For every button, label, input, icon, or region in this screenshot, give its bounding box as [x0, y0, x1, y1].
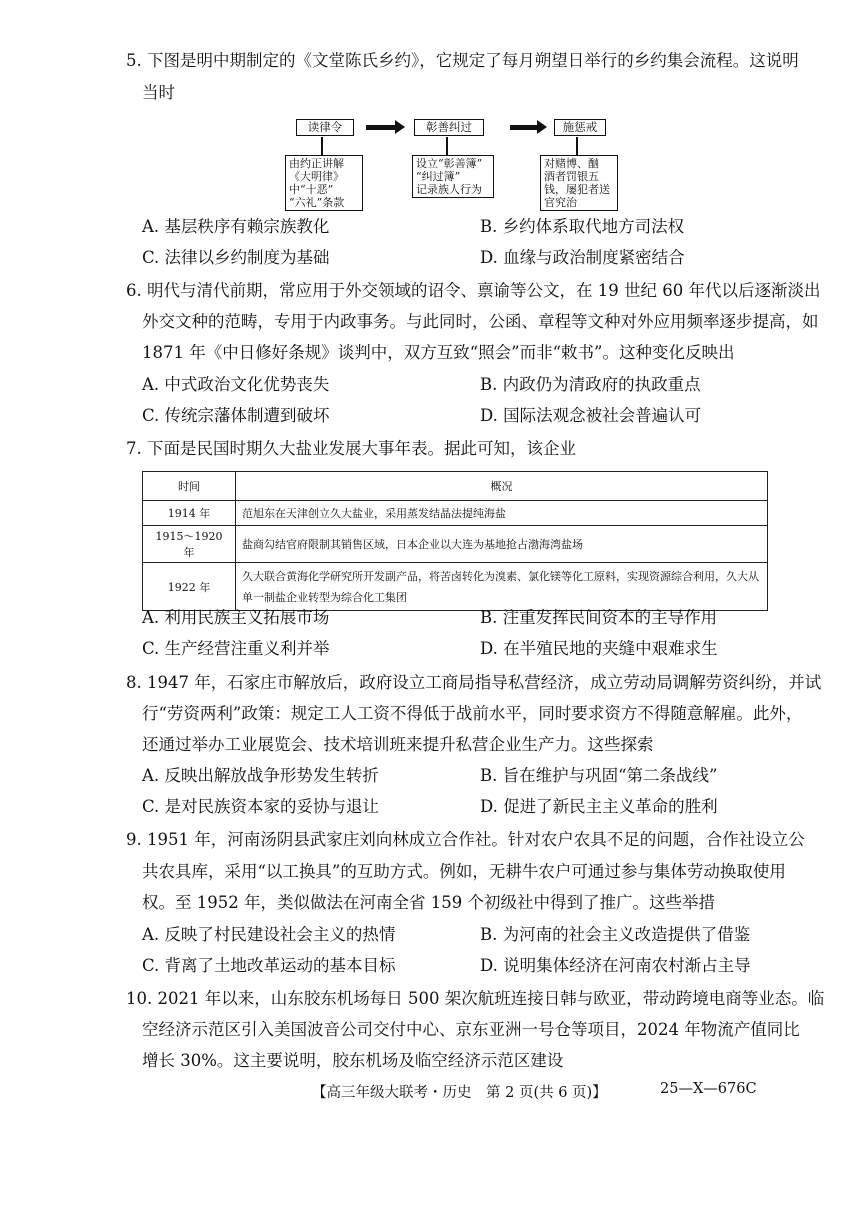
q5-option-b: B. 乡约体系取代地方司法权	[480, 217, 685, 236]
detail-box-1	[285, 155, 363, 211]
q10-stem-line3: 增长 30%。这主要说明，胶东机场及临空经济示范区建设	[142, 1051, 564, 1070]
q9-option-a: A. 反映了村民建设社会主义的热情	[142, 925, 396, 944]
detail-text: 由约正讲解	[289, 157, 344, 170]
page-footer: 【高三年级大联考・历史 第 2 页(共 6 页)】	[312, 1085, 607, 1101]
q8-stem-line1: 8. 1947 年，石家庄市解放后，政府设立工商局指导私营经济，成立劳动局调解劳资纠纷，并试	[126, 673, 822, 692]
step-box-3: 施惩戒	[554, 119, 606, 136]
q9-option-c: C. 背离了土地改革运动的基本目标	[142, 956, 396, 975]
q8-option-a: A. 反映出解放战争形势发生转折	[142, 766, 379, 785]
q6-option-b: B. 内政仍为清政府的执政重点	[480, 375, 701, 394]
q7-table	[142, 471, 768, 611]
table-row	[143, 563, 768, 611]
q7-option-a: A. 利用民族主义拓展市场	[142, 608, 330, 627]
detail-box-3	[540, 155, 618, 211]
q8-option-c: C. 是对民族资本家的妥协与退让	[142, 797, 380, 816]
q5-option-c: C. 法律以乡约制度为基础	[142, 248, 330, 267]
q5-stem-line2: 当时	[142, 83, 175, 102]
connector-3	[576, 137, 578, 155]
q7-option-b: B. 注重发挥民间资本的主导作用	[480, 608, 718, 627]
q6-stem-line2: 外交文种的范畴，专用于内政事务。与此同时，公函、章程等文种对外应用频率逐步提高，如	[142, 312, 819, 331]
q5-option-d: D. 血缘与政治制度紧密结合	[480, 248, 685, 267]
q6-stem-line3: 1871 年《中日修好条规》谈判中，双方互致“照会”而非“敕书”。这种变化反映出	[142, 343, 735, 362]
step-box-1: 读律令	[296, 119, 354, 136]
table-cell-event: 盐商勾结官府限制其销售区域，日本企业以大连为基地抢占渤海湾盐场	[236, 526, 768, 563]
q6-option-a: A. 中式政治文化优势丧失	[142, 375, 330, 394]
header-overview: 概况	[236, 472, 768, 501]
table-cell-year: 1915～1920 年	[143, 526, 236, 563]
q6-option-c: C. 传统宗藩体制遭到破坏	[142, 406, 330, 425]
q10-stem-line1: 10. 2021 年以来，山东胶东机场每日 500 架次航班连接日韩与欧亚，带动跨境电商等业态。临	[126, 989, 825, 1008]
table-cell-event: 范旭东在天津创立久大盐业，采用蒸发结晶法提纯海盐	[236, 501, 768, 526]
detail-text: 官究治	[544, 196, 577, 209]
q7-stem-line1: 7. 下面是民国时期久大盐业发展大事年表。据此可知，该企业	[126, 439, 576, 458]
detail-box-2	[412, 155, 494, 198]
q9-option-b: B. 为河南的社会主义改造提供了借鉴	[480, 925, 751, 944]
table-row	[143, 501, 768, 526]
q10-stem-line2: 空经济示范区引入美国波音公司交付中心、京东亚洲一号仓等项目，2024 年物流产值同比	[142, 1020, 800, 1039]
q9-stem-line2: 共农具库，采用“以工换具”的互助方式。例如，无耕牛农户可通过参与集体劳动换取使用	[142, 862, 786, 881]
q9-stem-line3: 权。至 1952 年，类似做法在河南全省 159 个初级社中得到了推广。这些举措	[142, 893, 715, 912]
connector-2	[446, 137, 448, 155]
q9-stem-line1: 9. 1951 年，河南汤阴县武家庄刘向林成立合作社。针对农户农具不足的问题，合作社设立公	[126, 830, 805, 849]
table-cell-year: 1922 年	[143, 563, 236, 611]
q9-option-d: D. 说明集体经济在河南农村渐占主导	[480, 956, 751, 975]
q6-stem-line1: 6. 明代与清代前期，常应用于外交领域的诏令、禀谕等公文，在 19 世纪 60 年代以后逐渐淡出	[126, 281, 821, 300]
detail-text: “纠过簿”	[416, 170, 461, 183]
exam-code: 25—X—676C	[660, 1081, 757, 1097]
q8-option-b: B. 旨在维护与巩固“第二条战线”	[480, 766, 718, 785]
header-time: 时间	[143, 472, 236, 501]
table-row	[143, 526, 768, 563]
q7-option-d: D. 在半殖民地的夹缝中艰难求生	[480, 639, 718, 658]
step-box-2: 彰善纠过	[414, 119, 484, 136]
flow-arrow-1	[366, 125, 396, 130]
detail-text: 记录族人行为	[416, 183, 482, 196]
table-cell-year: 1914 年	[143, 501, 236, 526]
q5-option-a: A. 基层秩序有赖宗族教化	[142, 217, 330, 236]
q5-stem-line1: 5. 下图是明中期制定的《文堂陈氏乡约》，它规定了每月朔望日举行的乡约集会流程。这说明	[126, 51, 799, 70]
q6-option-d: D. 国际法观念被社会普遍认可	[480, 406, 702, 425]
connector-1	[321, 137, 323, 155]
detail-text: 设立“彰善簿”	[416, 157, 483, 170]
table-header-row	[143, 472, 768, 501]
table-cell-event: 久大联合黄海化学研究所开发副产品，将苦卤转化为溴素、氯化镁等化工原料，实现资源综合利用，久大从单一制盐企业转型为综合化工集团	[236, 563, 768, 611]
q8-stem-line3: 还通过举办工业展览会、技术培训班来提升私营企业生产力。这些探索	[142, 735, 654, 754]
flow-arrow-2	[510, 125, 538, 130]
detail-text: 中“十恶”	[289, 183, 334, 196]
detail-text: 对赌博、酗	[544, 157, 599, 170]
detail-text: 酒者罚银五	[544, 170, 599, 183]
q7-option-c: C. 生产经营注重义利并举	[142, 639, 330, 658]
q8-stem-line2: 行“劳资两利”政策：规定工人工资不得低于战前水平，同时要求资方不得随意解雇。此外，	[142, 704, 803, 723]
q8-option-d: D. 促进了新民主主义革命的胜利	[480, 797, 718, 816]
detail-text: 钱，屡犯者送	[544, 183, 610, 196]
detail-text: 《大明律》	[289, 170, 344, 183]
detail-text: “六礼”条款	[289, 196, 345, 209]
